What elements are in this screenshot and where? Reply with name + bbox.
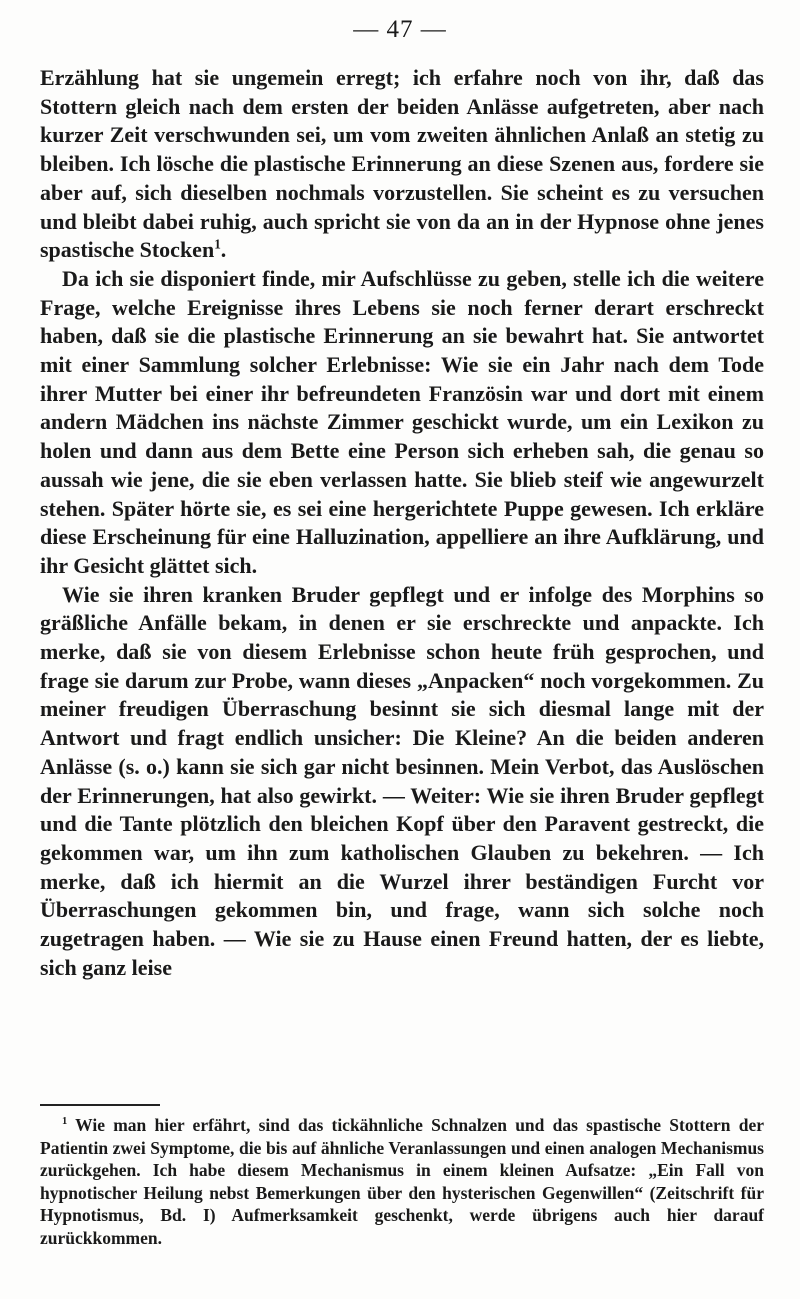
footnote xyxy=(40,1114,764,1250)
footnote-reference[interactable]: 1 xyxy=(214,236,221,252)
footnote-divider xyxy=(40,1104,160,1106)
main-text xyxy=(40,64,764,983)
page-number: — 47 — xyxy=(353,16,447,43)
paragraph-1 xyxy=(40,64,764,265)
footnote-marker: 1 xyxy=(62,1116,68,1128)
footnote-body: Wie man hier erfährt, sind das tickähnliche Schnalzen und das spastische Stottern der Patientin zwei Symptome, die bis auf ähnliche Veranlassungen und einen analogen Mechanismus zurückgehen. Ich habe diesem Mechanismus in einem kleinen Aufsatze: „Ein Fall von hypnotischer Heilung nebst Bemerkungen über den hysterischen Gegenwillen“ (Zeitschrift für Hypnotismus, Bd. I) Aufmerksamkeit geschenkt, werde übrigens auch hier darauf zurückkommen. xyxy=(40,1115,764,1248)
paragraph-3: Wie sie ihren kranken Bruder gepflegt und er infolge des Morphins so gräßliche Anfälle bekam, in denen er sie erschreckte und anpackte. Ich merke, daß sie von diesem Erlebnisse schon heute früh gesprochen, und frage sie darum zur Probe, wann dieses „Anpacken“ noch vorgekommen. Zu meiner freudigen Überraschung besinnt sie sich diesmal lange mit der Antwort und fragt endlich unsicher: Die Kleine? An die beiden anderen Anlässe (s. o.) kann sie sich gar nicht besinnen. Mein Verbot, das Auslöschen der Erinnerungen, hat also gewirkt. — Weiter: Wie sie ihren Bruder gepflegt und die Tante plötzlich den bleichen Kopf über den Paravent gestreckt, die gekommen war, um ihn zum katholischen Glauben zu bekehren. — Ich merke, daß ich hiermit an die Wurzel ihrer beständigen Furcht vor Überraschungen gekommen bin, und frage, wann sich solche noch zugetragen haben. — Wie sie zu Hause einen Freund hatten, der es liebte, sich ganz leise xyxy=(40,581,764,980)
paragraph-1-text: Erzählung hat sie ungemein erregt; ich erfahre noch von ihr, daß das Stottern gleich nach dem ersten der beiden Anlässe aufgetreten, aber nach kurzer Zeit verschwunden sei, um vom zweiten ähnlichen Anlaß an stetig zu bleiben. Ich lösche die plastische Erinnerung an diese Szenen aus, fordere sie aber auf, sich dieselben nochmals vorzustellen. Sie scheint es zu versuchen und bleibt dabei ruhig, auch spricht sie von da an in der Hypnose ohne jenes spastische Stocken xyxy=(40,65,764,263)
paragraph-2: Da ich sie disponiert finde, mir Aufschlüsse zu geben, stelle ich die weitere Frage, welche Ereignisse ihres Lebens sie noch ferner derart erschreckt haben, daß sie die plastische Erinnerung an sie bewahrt hat. Sie antwortet mit einer Sammlung solcher Erlebnisse: Wie sie ein Jahr nach dem Tode ihrer Mutter bei einer ihr befreundeten Französin war und dort mit einem andern Mädchen ins nächste Zimmer geschickt wurde, um ein Lexikon zu holen und dann aus dem Bette eine Person sich erheben sah, die genau so aussah wie jene, die sie eben verlassen hatte. Sie blieb steif wie angewurzelt stehen. Später hörte sie, es sei eine hergerichtete Puppe gewesen. Ich erkläre diese Erscheinung für eine Halluzination, appelliere an ihre Aufklärung, und ihr Gesicht glättet sich. xyxy=(40,265,764,578)
footnote-text xyxy=(40,1114,764,1250)
paragraph-1-end: . xyxy=(220,237,227,263)
